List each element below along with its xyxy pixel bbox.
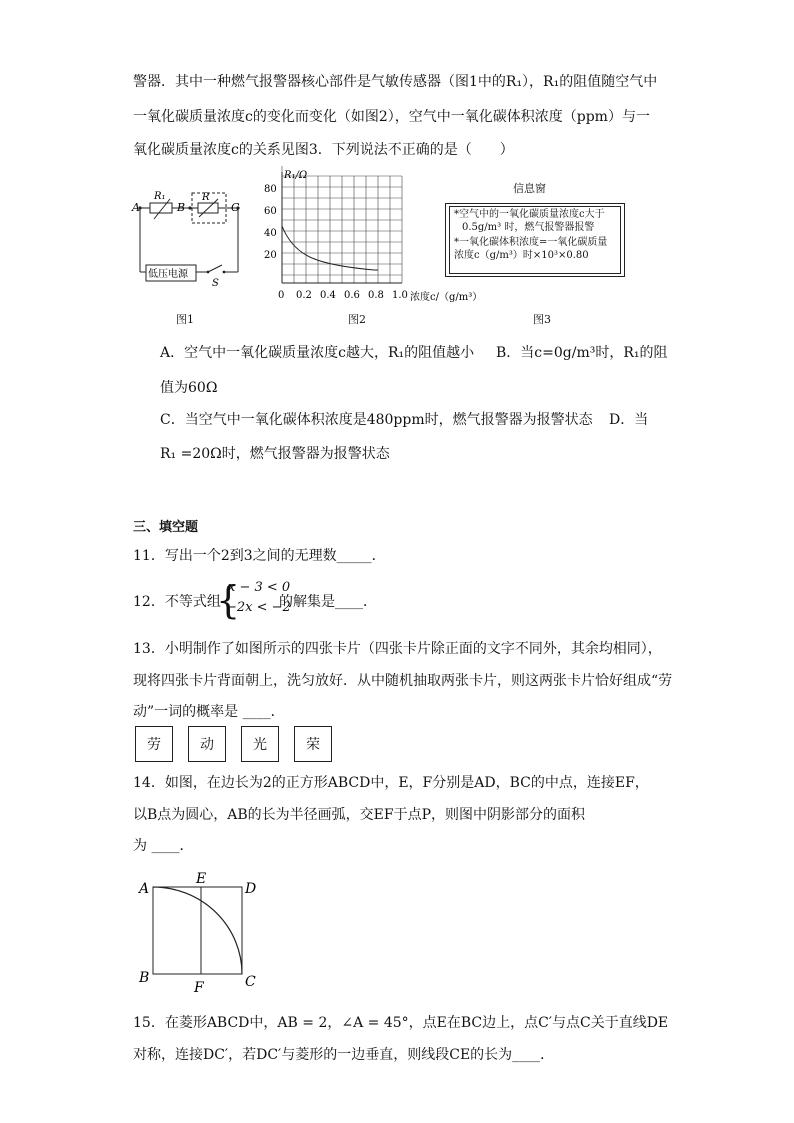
graph-x-tick: 0.2: [296, 290, 312, 301]
card-dong: 动: [188, 726, 226, 762]
power-source-label: 低压电源: [148, 269, 188, 280]
graph-x-tick: 0.4: [320, 290, 336, 301]
card-rong: 荣: [294, 726, 332, 762]
question-12-suffix: 的解集是____．: [279, 594, 377, 610]
question-13-line2: 现将四张卡片背面朝上，洗匀放好．从中随机抽取两张卡片，则这两张卡片恰好组成“劳: [133, 673, 673, 689]
card-lao: 劳: [135, 726, 173, 762]
option-d: D．当: [609, 412, 649, 428]
info-line: *空气中的一氧化碳质量浓度c大于: [454, 209, 605, 220]
graph-y-tick: 80: [264, 184, 277, 195]
point-a-label: A: [139, 881, 150, 897]
graph-y-tick: 40: [264, 228, 277, 239]
question-15-line1: 15．在菱形ABCD中，AB = 2，∠A = 45°，点E在BC边上，点C′与点C关于直线DE: [133, 1015, 669, 1031]
circuit-label-r1: R₁: [154, 191, 166, 202]
info-line: 浓度c（g/m³）时×10³×0.80: [454, 249, 589, 261]
question-13-line3: 动”一词的概率是 ____．: [133, 704, 285, 720]
question-14-line2: 以B点为圆心，AB的长为半径画弧，交EF于点P，则图中阴影部分的面积: [133, 807, 586, 823]
option-b-continued: 值为60Ω: [160, 380, 218, 396]
point-c-label: C: [245, 974, 256, 990]
fig2-caption: 图2: [348, 313, 366, 326]
circuit-label-c: C: [231, 201, 240, 214]
question-15-line2: 对称，连接DC′，若DC′与菱形的一边垂直，则线段CE的长为____．: [133, 1047, 555, 1063]
question-14-line3: 为 ____．: [133, 838, 194, 854]
option-d-continued: R₁ =20Ω时，燃气报警器为报警状态: [160, 446, 390, 462]
info-line: 0.5g/m³ 时，燃气报警器报警: [462, 221, 595, 233]
q10-intro-line3: 氧化碳质量浓度c的关系见图3．下列说法不正确的是（ ）: [133, 142, 514, 158]
inequality-1: x − 3 < 0: [228, 580, 291, 595]
inequality-2: −2x < −2: [226, 600, 291, 615]
graph-y-tick: 20: [264, 250, 277, 261]
point-f-label: F: [194, 980, 204, 996]
info-window-box: [445, 203, 625, 277]
card-guang: 光: [241, 726, 279, 762]
point-e-label: E: [196, 871, 207, 887]
info-window-title: 信息窗: [513, 182, 546, 195]
graph-x-tick: 0: [278, 290, 285, 301]
option-a: A．空气中一氧化碳质量浓度c越大，R₁的阻值越小: [160, 345, 475, 361]
circuit-label-b: B: [177, 201, 186, 214]
graph-x-tick: 0.6: [344, 290, 360, 301]
graph-x-tick: 1.0: [392, 290, 408, 301]
question-13-line1: 13．小明制作了如图所示的四张卡片（四张卡片除正面的文字不同外，其余均相同），: [133, 641, 662, 657]
square-figure: [135, 866, 265, 996]
inequality-brace: {: [216, 578, 241, 622]
fig1-caption: 图1: [176, 313, 194, 326]
circuit-figure: [128, 186, 248, 292]
option-b: B．当c=0g/m³时，R₁的阻: [496, 345, 668, 361]
graph-x-axis-label: 浓度c/（g/m³）: [410, 292, 483, 303]
point-b-label: B: [139, 970, 150, 986]
point-d-label: D: [245, 881, 257, 897]
option-c: C．当空气中一氧化碳体积浓度是480ppm时，燃气报警器为报警状态: [160, 412, 593, 428]
fig3-caption: 图3: [533, 313, 551, 326]
graph-y-tick: 60: [264, 206, 277, 217]
q10-intro-line2: 一氧化碳质量浓度c的变化而变化（如图2），空气中一氧化碳体积浓度（ppm）与一: [133, 109, 650, 125]
circuit-label-r: R: [202, 192, 210, 203]
info-line: *一氧化碳体积浓度=一氧化碳质量: [454, 237, 608, 248]
switch-label: S: [212, 278, 219, 289]
question-14-line1: 14．如图，在边长为2的正方形ABCD中，E，F分别是AD，BC的中点，连接EF，: [133, 775, 649, 791]
graph-x-tick: 0.8: [368, 290, 384, 301]
circuit-label-a: A: [132, 201, 140, 214]
q10-intro-line1: 警器．其中一种燃气报警器核心部件是气敏传感器（图1中的R₁），R₁的阻值随空气中: [133, 74, 658, 90]
section-title: 三、填空题: [133, 520, 199, 535]
question-11: 11．写出一个2到3之间的无理数_____．: [133, 548, 386, 564]
question-12-prefix: 12．不等式组: [133, 594, 221, 610]
graph-y-axis-label: R₁/Ω: [284, 170, 308, 181]
